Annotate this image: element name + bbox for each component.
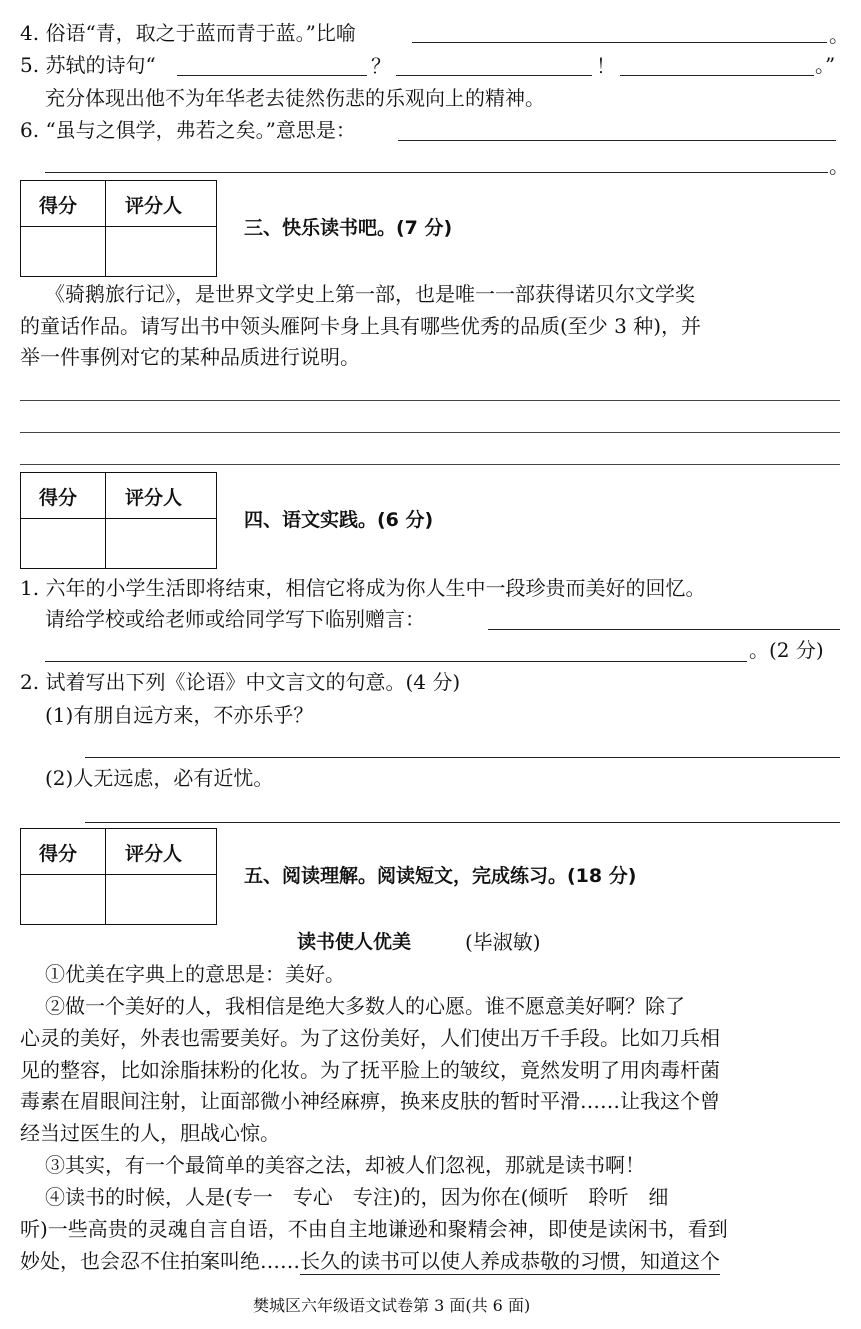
score-box — [20, 828, 217, 925]
score-box — [20, 180, 217, 277]
article-author: (毕淑敏) — [465, 930, 541, 954]
answer-line[interactable] — [20, 400, 840, 401]
section-3-para-3: 举一件事例对它的某种品质进行说明。 — [20, 345, 360, 369]
grader-label: 评分人 — [125, 487, 183, 509]
grader-label: 评分人 — [125, 195, 183, 217]
q1-score: 。(2 分) — [749, 638, 824, 662]
article-title: 读书使人优美 — [297, 931, 412, 953]
answer-line[interactable] — [45, 172, 828, 173]
answer-line[interactable] — [20, 464, 840, 465]
article-para-4-line-1: ④读书的时候，人是(专一 专心 专注)的，因为你在(倾听 聆听 细 — [45, 1185, 669, 1209]
section-3-heading: 三、快乐读书吧。(7 分) — [244, 217, 453, 239]
section-4-q1: 1. 六年的小学生活即将结束，相信它将成为你人生中一段珍贵而美好的回忆。 — [20, 576, 706, 600]
answer-line[interactable] — [488, 629, 840, 630]
answer-line[interactable] — [85, 822, 840, 823]
article-para-4-line-3 — [20, 1248, 720, 1274]
section-5-heading: 五、阅读理解。阅读短文，完成练习。(18 分) — [244, 865, 637, 887]
article-text: 妙处，也会忍不住拍案叫绝…… — [20, 1249, 300, 1273]
score-label: 得分 — [39, 487, 78, 509]
article-para-2-line-5: 经当过医生的人，胆战心惊。 — [20, 1121, 280, 1145]
section-4-q2-1: (1)有朋自远方来，不亦乐乎？ — [45, 703, 314, 727]
score-box — [20, 472, 217, 569]
article-para-2-line-3: 见的整容，比如涂脂抹粉的化妆。为了抚平脸上的皱纹，竟然发明了用肉毒杆菌 — [20, 1058, 720, 1082]
answer-line[interactable] — [412, 42, 827, 43]
answer-line[interactable] — [620, 75, 814, 76]
question-4: 4. 俗语“青，取之于蓝而青于蓝。”比喻 — [20, 21, 356, 45]
article-para-4-line-2: 听)一些高贵的灵魂自言自语，不由自主地谦逊和聚精会神，即使是读闲书，看到 — [20, 1217, 728, 1241]
question-5: 5. 苏轼的诗句“ — [20, 53, 156, 77]
answer-line[interactable] — [20, 432, 840, 433]
exclamation-mark: ！ — [596, 54, 616, 78]
question-5-cont: 充分体现出他不为年华老去徒然伤悲的乐观向上的精神。 — [45, 86, 545, 110]
period: 。 — [829, 154, 849, 178]
question-mark: ？ — [371, 54, 391, 78]
article-para-1: ①优美在字典上的意思是：美好。 — [45, 962, 345, 986]
section-3-para-2: 的童话作品。请写出书中领头雁阿卡身上具有哪些优秀的品质(至少 3 种)，并 — [20, 314, 702, 338]
score-label: 得分 — [39, 843, 78, 865]
underlined-sentence: 长久的读书可以使人养成恭敬的习惯，知道这个 — [300, 1249, 720, 1273]
answer-line[interactable] — [398, 140, 836, 141]
score-label: 得分 — [39, 195, 78, 217]
section-4-heading: 四、语文实践。(6 分) — [244, 509, 434, 531]
question-6: 6. “虽与之俱学，弗若之矣。”意思是： — [20, 118, 356, 142]
period: 。 — [829, 23, 849, 47]
answer-line[interactable] — [45, 661, 747, 662]
answer-line[interactable] — [177, 75, 367, 76]
article-para-2-line-4: 毒素在眉眼间注射，让面部微小神经麻痹，换来皮肤的暂时平滑……让我这个曾 — [20, 1089, 720, 1113]
article-para-2-line-2: 心灵的美好，外表也需要美好。为了这份美好，人们使出万千手段。比如刀兵相 — [20, 1026, 720, 1050]
answer-line[interactable] — [396, 75, 592, 76]
section-4-q1-cont: 请给学校或给老师或给同学写下临别赠言： — [45, 607, 425, 631]
article-para-2-line-1: ②做一个美好的人，我相信是绝大多数人的心愿。谁不愿意美好啊？除了 — [45, 994, 685, 1018]
section-3-para-1: 《骑鹅旅行记》，是世界文学史上第一部，也是唯一一部获得诺贝尔文学奖 — [45, 282, 695, 306]
close-quote: 。” — [815, 53, 836, 77]
page-footer: 樊城区六年级语文试卷第 3 面(共 6 面) — [253, 1296, 531, 1315]
article-para-3: ③其实，有一个最简单的美容之法，却被人们忽视，那就是读书啊！ — [45, 1153, 645, 1177]
section-4-q2: 2. 试着写出下列《论语》中文言文的句意。(4 分) — [20, 670, 461, 694]
section-4-q2-2: (2)人无远虑，必有近忧。 — [45, 766, 274, 790]
grader-label: 评分人 — [125, 843, 183, 865]
answer-line[interactable] — [85, 757, 840, 758]
